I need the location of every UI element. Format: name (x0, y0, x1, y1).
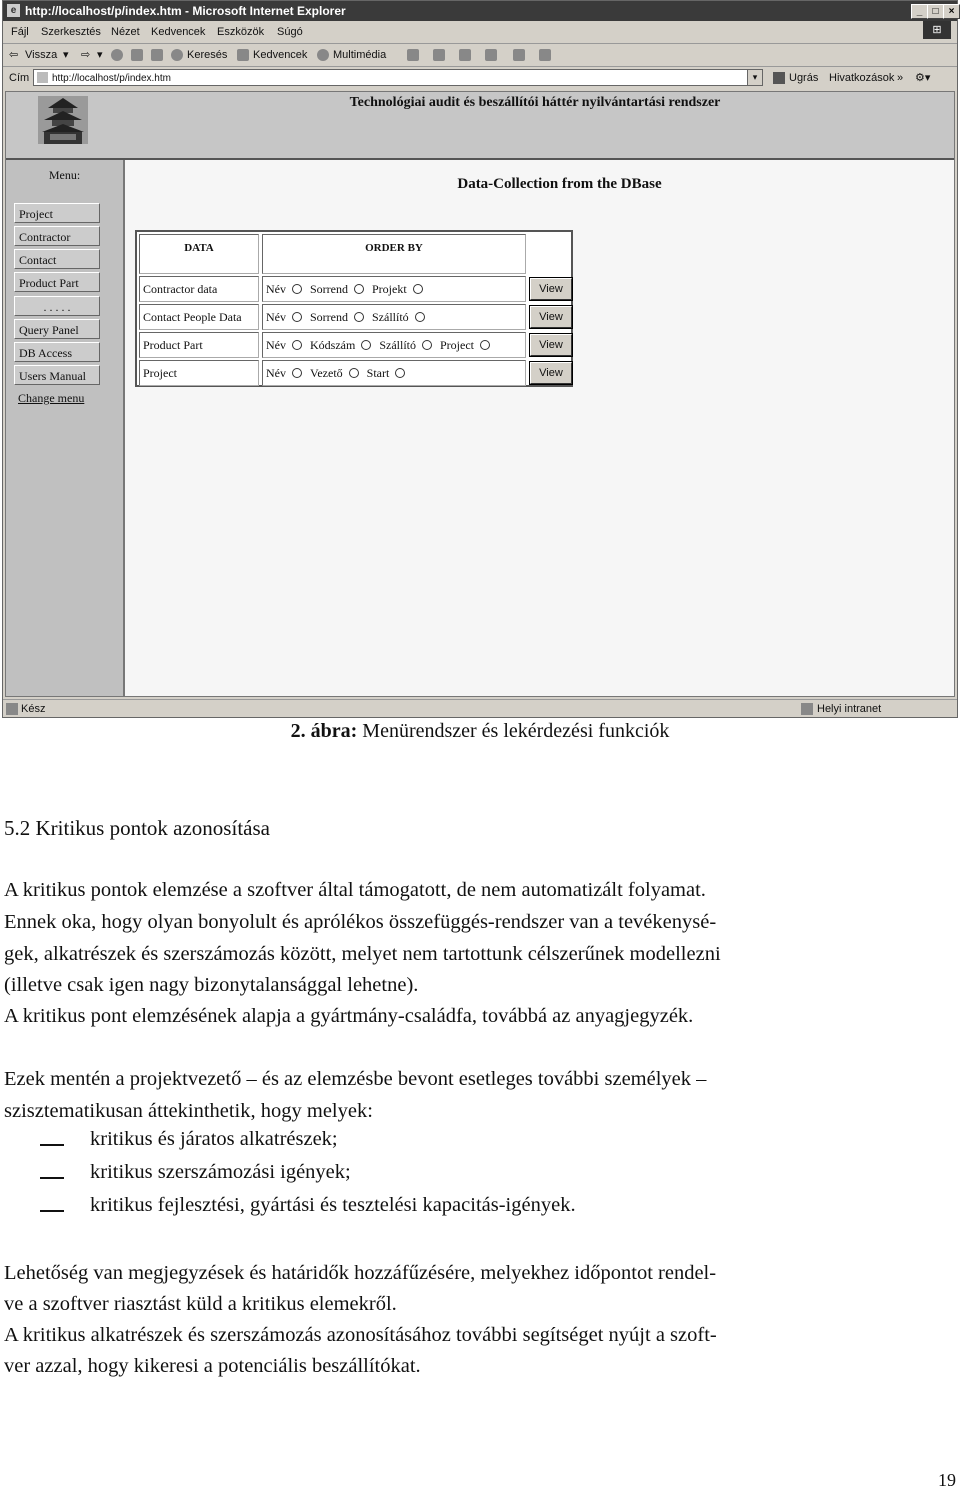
row-options-product-part (262, 332, 526, 358)
menu-file[interactable]: Fájl (11, 26, 29, 38)
radio-kodszam[interactable] (361, 340, 371, 350)
intranet-zone-icon (801, 703, 813, 715)
links-button[interactable]: Hivatkozások (829, 72, 895, 84)
title-bar (3, 1, 957, 21)
minimize-button[interactable]: _ (911, 4, 928, 19)
row-label-contractor: Contractor data (139, 276, 259, 302)
links-chevron-icon[interactable]: » (897, 72, 904, 84)
discuss-icon[interactable] (513, 49, 525, 61)
option-label: Név (266, 310, 286, 324)
sidebar-item-project[interactable]: Project (14, 203, 100, 223)
address-dropdown-icon[interactable]: ▾ (747, 70, 762, 85)
site-banner (6, 92, 954, 160)
search-button[interactable]: Keresés (187, 49, 228, 61)
address-bar (3, 67, 957, 89)
paragraph-2-line-1: Ezek mentén a projektvezető – és az elemzésbe bevont esetleges további személyek – (4, 1068, 707, 1090)
view-button-project[interactable]: View (530, 362, 572, 384)
messenger-icon[interactable] (539, 49, 551, 61)
page-viewport (5, 91, 955, 697)
radio-nev[interactable] (292, 368, 302, 378)
paragraph-3-line-1: Lehetőség van megjegyzések és határidők hozzáfűzésére, melyekhez időpontot rendel- (4, 1262, 717, 1284)
paragraph-1-line-3: gek, alkatrészek és szerszámozás között, melyet nem tartottunk célszerűnek modellezni (4, 943, 721, 965)
option-label: Start (366, 366, 390, 380)
forward-dropdown-icon[interactable]: ▾ (97, 49, 103, 61)
print-icon[interactable] (459, 49, 471, 61)
home-icon[interactable] (151, 49, 163, 61)
option-label: Vezető (310, 366, 343, 380)
media-icon[interactable] (317, 49, 329, 61)
favorites-button[interactable]: Kedvencek (253, 49, 308, 61)
menu-help[interactable]: Súgó (277, 26, 303, 38)
radio-nev[interactable] (292, 284, 302, 294)
radio-project[interactable] (480, 340, 490, 350)
bullet-dash (40, 1144, 64, 1146)
banner-title: Technológiai audit és beszállítói háttér nyilvántartási rendszer (349, 95, 721, 110)
browser-window (2, 0, 958, 718)
option-label: Név (266, 282, 286, 296)
data-table (135, 230, 573, 387)
status-text: Kész (21, 703, 46, 715)
content-title: Data-Collection from the DBase (457, 176, 662, 192)
view-button-product-part[interactable]: View (530, 334, 572, 356)
back-arrow-icon[interactable]: ⇦ (9, 49, 19, 61)
radio-nev[interactable] (292, 340, 302, 350)
media-button[interactable]: Multimédia (333, 49, 387, 61)
option-label: Sorrend (310, 310, 348, 324)
list-item-3: kritikus fejlesztési, gyártási és tesztelési kapacitás-igények. (90, 1194, 576, 1216)
sidebar-item-users-manual[interactable]: Users Manual (14, 365, 100, 385)
caption-text: Menürendszer és lekérdezési funkciók (362, 720, 670, 742)
favorites-icon[interactable] (237, 49, 249, 61)
address-label: Cím (9, 72, 30, 84)
page-number: 19 (938, 1470, 956, 1490)
header-data: DATA (139, 234, 259, 274)
refresh-icon[interactable] (131, 49, 143, 61)
caption-number: 2. ábra: (290, 720, 358, 742)
sidebar (6, 160, 125, 696)
menu-view[interactable]: Nézet (111, 26, 140, 38)
address-value: http://localhost/p/index.htm (52, 73, 171, 84)
zone-text: Helyi intranet (817, 703, 882, 715)
sidebar-item-product-part[interactable]: Product Part (14, 272, 100, 292)
option-label: Szállító (372, 310, 409, 324)
sidebar-item-separator: . . . . . (14, 296, 100, 316)
mail-icon[interactable] (433, 49, 445, 61)
sidebar-item-query-panel[interactable]: Query Panel (14, 319, 100, 339)
radio-start[interactable] (395, 368, 405, 378)
radio-projekt[interactable] (413, 284, 423, 294)
status-bar (3, 699, 957, 718)
windows-logo-icon: ⊞ (923, 21, 951, 39)
section-heading: 5.2 Kritikus pontok azonosítása (4, 816, 270, 840)
menu-tools[interactable]: Eszközök (217, 26, 265, 38)
sidebar-item-contact[interactable]: Contact (14, 249, 100, 269)
page-status-icon (6, 703, 18, 715)
stop-icon[interactable] (111, 49, 123, 61)
row-options-contractor (262, 276, 526, 302)
go-arrow-icon[interactable] (773, 72, 785, 84)
view-button-contact-people[interactable]: View (530, 306, 572, 328)
radio-nev[interactable] (292, 312, 302, 322)
forward-arrow-icon[interactable]: ⇨ (81, 49, 91, 61)
option-label: Project (440, 338, 474, 352)
paragraph-3-line-4: ver azzal, hogy kikeresi a potenciális beszállítókat. (4, 1355, 421, 1377)
radio-szallito[interactable] (422, 340, 432, 350)
window-title: http://localhost/p/index.htm - Microsoft Internet Explorer (25, 4, 346, 18)
bullet-dash (40, 1177, 64, 1179)
change-menu-link[interactable]: Change menu (18, 391, 85, 405)
ie-icon: e (7, 4, 20, 17)
toolbar (3, 44, 957, 67)
option-label: Név (266, 338, 286, 352)
back-dropdown-icon[interactable]: ▾ (63, 49, 69, 61)
menu-heading: Menu: (48, 168, 81, 182)
option-label: Kódszám (310, 338, 356, 352)
row-label-contact-people: Contact People Data (139, 304, 259, 330)
radio-szallito[interactable] (415, 312, 425, 322)
go-button[interactable]: Ugrás (789, 72, 819, 84)
menu-edit[interactable]: Szerkesztés (41, 26, 101, 38)
main-content (125, 160, 954, 696)
menu-bar (3, 21, 957, 44)
row-options-contact-people (262, 304, 526, 330)
paragraph-1-line-4: (illetve csak igen nagy bizonytalansággal lehetne). (4, 974, 419, 996)
option-label: Projekt (372, 282, 407, 296)
paragraph-1-line-2: Ennek oka, hogy olyan bonyolult és aprólékos összefüggés-rendszer van a tevékenysé- (4, 911, 717, 933)
search-icon[interactable] (171, 49, 183, 61)
menu-favorites[interactable]: Kedvencek (151, 26, 206, 38)
option-label: Név (266, 366, 286, 380)
option-label: Szállító (379, 338, 416, 352)
row-options-project (262, 360, 526, 386)
row-label-project: Project (139, 360, 259, 386)
radio-vezeto[interactable] (349, 368, 359, 378)
bullet-dash (40, 1210, 64, 1212)
radio-sorrend[interactable] (354, 284, 364, 294)
radio-sorrend[interactable] (354, 312, 364, 322)
list-item-1: kritikus és járatos alkatrészek; (90, 1128, 338, 1150)
paragraph-2-line-2: szisztematikusan áttekinthetik, hogy melyek: (4, 1100, 373, 1122)
history-icon[interactable] (407, 49, 419, 61)
figure-caption (0, 720, 960, 743)
paragraph-3-line-2: ve a szoftver riasztást küld a kritikus elemekről. (4, 1293, 397, 1315)
row-label-product-part: Product Part (139, 332, 259, 358)
sidebar-item-db-access[interactable]: DB Access (14, 342, 100, 362)
edit-icon[interactable] (485, 49, 497, 61)
sidebar-item-contractor[interactable]: Contractor (14, 226, 100, 246)
list-item-2: kritikus szerszámozási igények; (90, 1161, 351, 1183)
toolbar-extra-icon[interactable]: ⚙▾ (915, 72, 931, 84)
back-button[interactable]: Vissza (25, 49, 58, 61)
maximize-button[interactable]: □ (927, 4, 944, 19)
page-icon (37, 72, 48, 83)
paragraph-1-line-1: A kritikus pontok elemzése a szoftver által támogatott, de nem automatizált folyamat. (4, 879, 706, 901)
view-button-contractor[interactable]: View (530, 278, 572, 300)
header-order-by: ORDER BY (262, 234, 526, 274)
paragraph-1-line-5: A kritikus pont elemzésének alapja a gyártmány-családfa, továbbá az anyagjegyzék. (4, 1005, 694, 1027)
option-label: Sorrend (310, 282, 348, 296)
close-button[interactable]: × (943, 4, 960, 19)
paragraph-3-line-3: A kritikus alkatrészek és szerszámozás azonosításához további segítséget nyújt a szoft- (4, 1324, 717, 1346)
address-input[interactable] (33, 69, 763, 86)
